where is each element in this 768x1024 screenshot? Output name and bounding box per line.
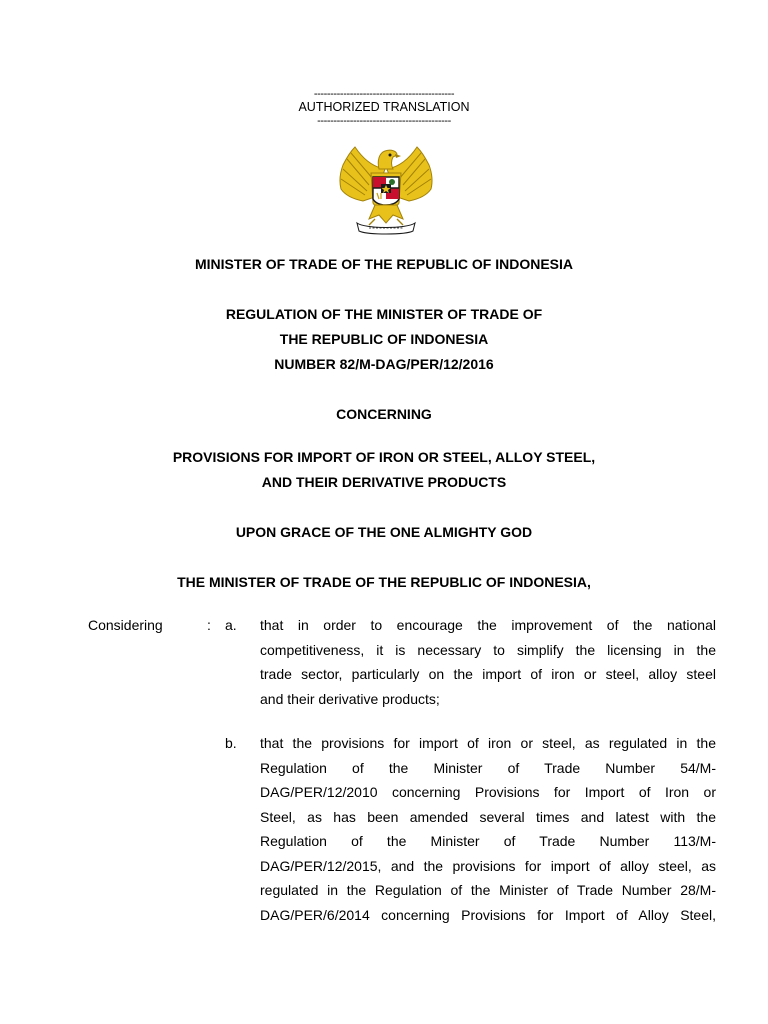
item-b-line: DAG/PER/12/2010 concerning Provisions for Import of Iron or [260,784,716,800]
item-b-line: DAG/PER/6/2014 concerning Provisions for Import of Alloy Steel, [260,906,716,923]
item-a-line: and their derivative products; [260,690,440,707]
concerning-heading: CONCERNING [336,406,432,422]
item-b-line: Steel, as has been amended several times and latest with the [260,808,716,825]
garuda-emblem-icon [335,139,437,241]
item-b-paragraph [260,731,716,927]
considering-colon: : [207,617,211,633]
item-b-line: Regulation of the Minister of Trade Number 54/M- [260,759,716,776]
item-a-marker: a. [225,617,237,633]
regulation-number: NUMBER 82/M-DAG/PER/12/2016 [274,356,494,372]
item-b-line: DAG/PER/12/2015, and the provisions for import of alloy steel, as [260,857,716,874]
item-a-line: trade sector, particularly on the import of iron or steel, alloy steel [260,666,716,682]
the-minister-heading: THE MINISTER OF TRADE OF THE REPUBLIC OF INDONESIA, [177,574,591,590]
item-b-marker: b. [225,735,237,751]
subject-line1: PROVISIONS FOR IMPORT OF IRON OR STEEL, ALLOY STEEL, [172,449,596,465]
minister-heading: MINISTER OF TRADE OF THE REPUBLIC OF INDONESIA [194,256,573,272]
header-dash-bottom: ----------------------------------------- [317,115,451,127]
regulation-title-line1: REGULATION OF THE MINISTER OF TRADE OF [225,306,543,322]
item-b-line: regulated in the Regulation of the Minister of Trade Number 28/M- [260,882,716,898]
item-a-line: competitiveness, it is necessary to simplify the licensing in the [260,641,716,658]
authorized-translation-label: AUTHORIZED TRANSLATION [298,100,470,114]
item-b-line: that the provisions for import of iron or steel, as regulated in the [260,735,716,751]
item-b-line: Regulation of the Minister of Trade Number 113/M- [260,833,716,849]
regulation-title-line2: THE REPUBLIC OF INDONESIA [279,331,489,347]
considering-label: Considering [88,617,163,633]
item-a-line: that in order to encourage the improvement of the national [260,617,716,633]
subject-line2: AND THEIR DERIVATIVE PRODUCTS [261,474,507,490]
header-dash-top: ------------------------------------------- [313,88,455,100]
item-a-paragraph [260,613,716,711]
grace-heading: UPON GRACE OF THE ONE ALMIGHTY GOD [235,524,533,540]
